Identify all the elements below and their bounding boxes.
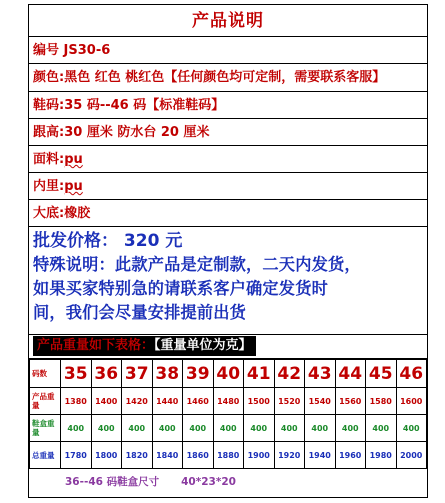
table-cell: 1500 (244, 388, 275, 415)
table-cell: 36 (91, 360, 122, 388)
lining-row (29, 173, 427, 200)
table-cell: 400 (61, 415, 92, 442)
note-line: 特殊说明：此款产品是定制款，二天内发货， (33, 255, 361, 274)
table-cell: 1980 (366, 442, 397, 469)
size-label: 鞋码: (33, 98, 65, 113)
table-cell: 1580 (366, 388, 397, 415)
heel-value: 30 厘米 防水台 20 厘米 (64, 125, 210, 140)
table-cell: 42 (274, 360, 305, 388)
table-cell: 38 (152, 360, 183, 388)
table-cell: 1780 (61, 442, 92, 469)
color-value: 黑色 红色 桃红色【任何颜色均可定制，需要联系客服】 (64, 70, 386, 85)
table-cell: 1560 (335, 388, 366, 415)
table-cell: 400 (213, 415, 244, 442)
table-row (30, 360, 427, 388)
table-cell: 400 (305, 415, 336, 442)
heel-label: 跟高: (33, 125, 65, 140)
upper-material-row (29, 146, 427, 173)
heel-row (29, 119, 427, 146)
model-number: 编号 JS30-6 (29, 37, 427, 64)
box-size-value: 40*23*20 (181, 476, 236, 488)
table-cell: 1440 (152, 388, 183, 415)
table-cell: 46 (396, 360, 427, 388)
table-cell: 400 (335, 415, 366, 442)
table-cell: 400 (122, 415, 153, 442)
sole-row (29, 200, 427, 227)
lining-label: 内里: (33, 179, 65, 194)
size-value: 35 码--46 码【标准鞋码】 (64, 98, 225, 113)
table-cell: 1380 (61, 388, 92, 415)
box-size-label: 36--46 码鞋盒尺寸 (65, 476, 160, 488)
table-cell: 40 (213, 360, 244, 388)
upper-value: pu (64, 152, 83, 167)
note-line: 间，我们会尽量安排提前出货 (33, 303, 247, 322)
table-cell: 41 (244, 360, 275, 388)
row-label: 产品重量 (30, 388, 61, 415)
wholesale-price: 批发价格： 320 元 (33, 231, 183, 251)
color-label: 颜色: (33, 70, 65, 85)
table-cell: 1920 (274, 442, 305, 469)
table-cell: 400 (183, 415, 214, 442)
row-label: 码数 (30, 360, 61, 388)
sole-label: 大底: (33, 206, 65, 221)
table-cell: 43 (305, 360, 336, 388)
table-cell: 1860 (183, 442, 214, 469)
table-cell: 1420 (122, 388, 153, 415)
table-cell: 1840 (152, 442, 183, 469)
table-cell: 1900 (244, 442, 275, 469)
table-cell: 400 (366, 415, 397, 442)
row-label: 总重量 (30, 442, 61, 469)
table-cell: 1880 (213, 442, 244, 469)
table-cell: 2000 (396, 442, 427, 469)
table-row (30, 388, 427, 415)
table-cell: 37 (122, 360, 153, 388)
table-cell: 1960 (335, 442, 366, 469)
upper-label: 面料: (33, 152, 65, 167)
table-cell: 39 (183, 360, 214, 388)
lining-value: pu (64, 179, 83, 194)
table-cell: 1520 (274, 388, 305, 415)
table-cell: 400 (274, 415, 305, 442)
table-cell: 45 (366, 360, 397, 388)
weight-heading-bar (33, 336, 256, 356)
row-label: 鞋盒重量 (30, 415, 61, 442)
table-cell: 1940 (305, 442, 336, 469)
weight-table (29, 359, 427, 469)
price-and-notes (29, 227, 427, 335)
table-cell: 1800 (91, 442, 122, 469)
page-title: 产品说明 (29, 5, 427, 37)
table-cell: 400 (396, 415, 427, 442)
table-row (30, 442, 427, 469)
product-spec-sheet (28, 4, 428, 498)
table-cell: 1460 (183, 388, 214, 415)
table-cell: 1400 (91, 388, 122, 415)
size-row (29, 92, 427, 119)
table-cell: 400 (91, 415, 122, 442)
table-cell: 400 (152, 415, 183, 442)
table-row (30, 415, 427, 442)
weight-table-heading (29, 335, 427, 359)
sole-value: 橡胶 (64, 206, 91, 221)
weight-unit-note: 【重量单位为克】 (154, 338, 252, 353)
box-size-row (29, 468, 427, 497)
table-cell: 44 (335, 360, 366, 388)
note-line: 如果买家特别急的请联系客户确定发货时 (33, 279, 328, 298)
color-row (29, 64, 427, 92)
table-cell: 1480 (213, 388, 244, 415)
table-cell: 400 (244, 415, 275, 442)
table-cell: 1820 (122, 442, 153, 469)
weight-heading-text: 产品重量如下表格： (37, 338, 155, 353)
table-cell: 1540 (305, 388, 336, 415)
table-cell: 1600 (396, 388, 427, 415)
table-cell: 35 (61, 360, 92, 388)
